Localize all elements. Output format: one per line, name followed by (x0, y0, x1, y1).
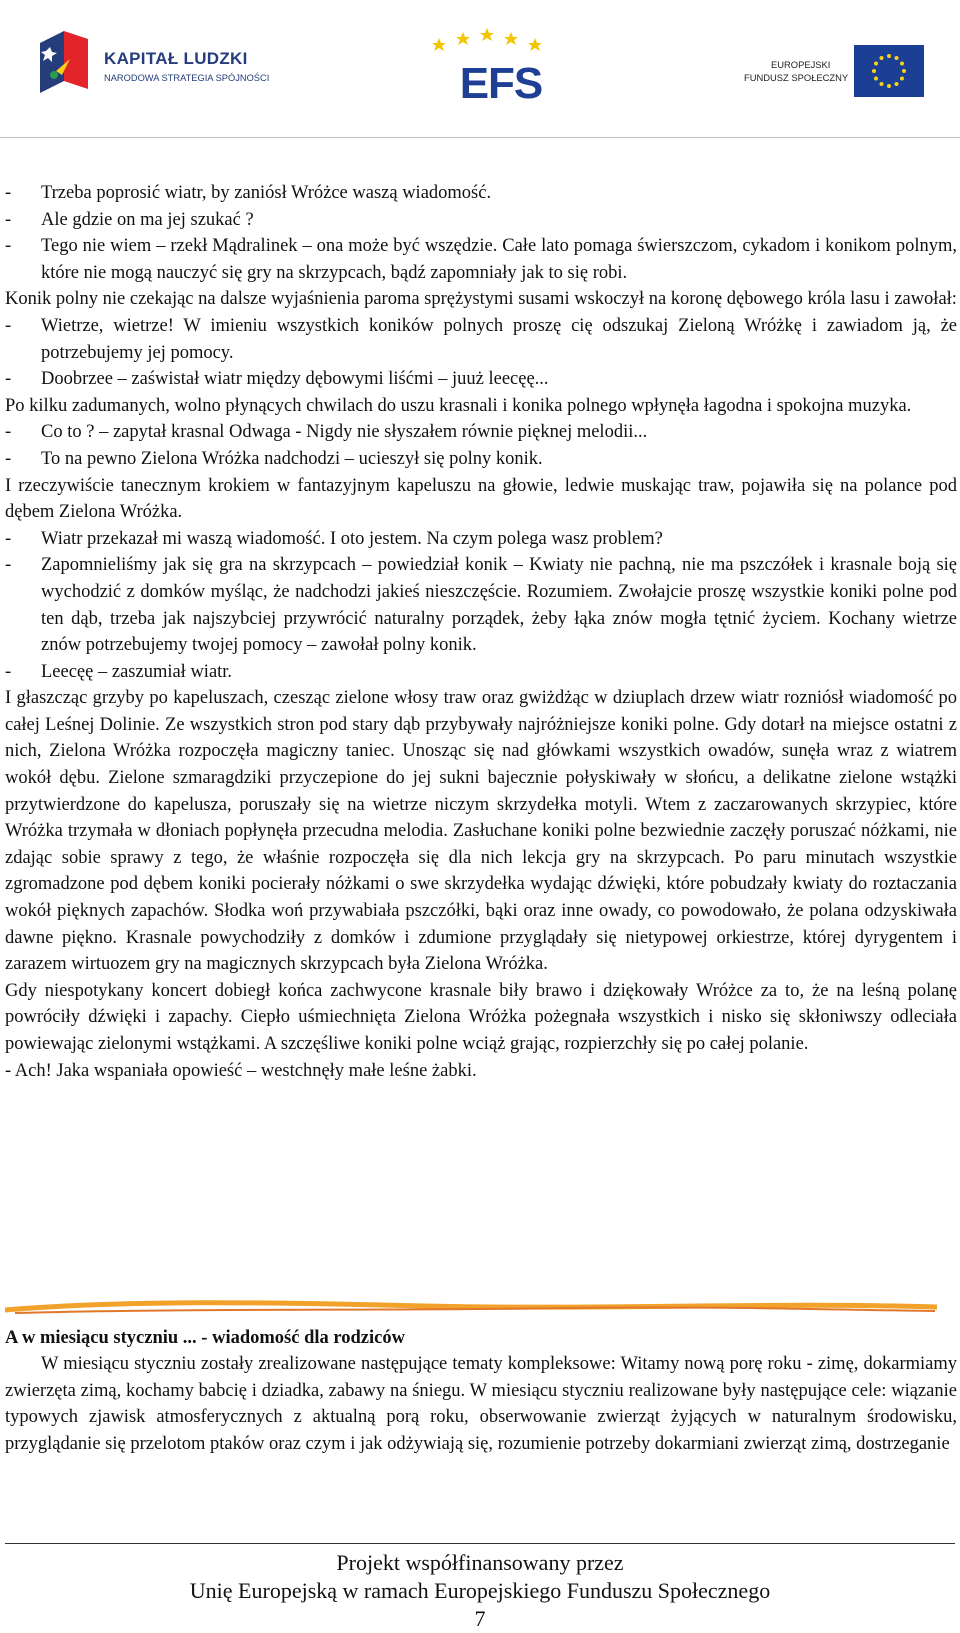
story-paragraph: - To na pewno Zielona Wróżka nadchodzi – ucieszył się polny konik. (5, 448, 543, 469)
eu-star-icon (895, 82, 899, 86)
kapital-ludzki-logo (40, 31, 280, 93)
story-paragraph: - Leecęę – zaszumiał wiatr. (5, 661, 233, 682)
story-paragraph: I głaszcząc grzyby po kapeluszach, czesząc zielone włosy traw oraz gwiżdżąc w dziuplach drzew wiatr rozniósł wiadomość po całej Leśnej Dolinie. Ze wszystkich stron pod stary dąb przybywały najróżniejsze koniki polne. Gdy dotarł na miejsce ostatni z nich, Zielona Wróżka rozpoczęła magiczny taniec. Unosząc się nad główkami wszystkich owadów, sunęła wraz z wiatrem wokół dębu. Zielone szmaragdziki przyczepione do jej sukni bajecznie połyskiwały w słońcu, a delikatne zielone wstążki przytwierdzone do kapelusza, poruszały się na wietrze niczym skrzydełka motyli. Wtem z zaczarowanych skrzypiec, które Wróżka trzymała w dłoniach popłynęła przecudna melodia. Zasłuchane koniki polne bezwiednie zaczęły poruszać nóżkami, nie zdając sobie sprawy z tego, że właśnie rozpoczęła się dla nich lekcja gry na skrzypcach. Po paru minutach wszystkie zgromadzone pod dębem koniki pocierały nóżkami o swe skrzydełka wydając dźwięki, które pobudzały kwiaty do roztaczania wokół pięknych zapachów. Słodka woń przywabiała pszczółki, bąki oraz inne owady, co powodowało, że polana odzyskiwała dawne piękno. Krasnale powychodziły z domków i zdumione przyglądały się nietypowej orkiestrze, której dyrygentem i zarazem wirtuozem gry na magicznych skrzypcach była Zielona Wróżka. (5, 688, 957, 975)
section-title: A w miesiącu styczniu ... - wiadomość dla rodziców (5, 1328, 405, 1348)
eu-star-icon (874, 62, 878, 66)
section-paragraph: W miesiącu styczniu zostały zrealizowane następujące tematy kompleksowe: Witamy nową porę roku - zimę, dokarmiamy zwierzęta zimą, kochamy babcię i dziadka, zabawy na śniegu. W miesiącu styczniu realizowane były następujące cele: wiązanie typowych zjawisk atmosferycznych z aktualną porą roku, obserwowanie zwierząt żyjących w naturalnym środowisku, przyglądanie się przelotom ptaków oraz czym i jak odżywiają się, rozumienie potrzeby dokarmiani zwierząt zimą, dostrzeganie (5, 1354, 957, 1454)
story-paragraph: - Trzeba poprosić wiatr, by zaniósł Wróżce waszą wiadomość. (5, 183, 492, 203)
kapital-ludzki-subtitle: NARODOWA STRATEGIA SPÓJNOŚCI (104, 73, 270, 83)
eu-star-icon (902, 69, 906, 73)
page-footer (0, 1549, 960, 1633)
eu-star-icon (880, 82, 884, 86)
kapital-ludzki-name: KAPITAŁ LUDZKI (104, 49, 248, 68)
efs-logo (429, 28, 574, 104)
story-paragraph: - Ale gdzie on ma jej szukać ? (5, 209, 254, 230)
story-paragraph: - Ach! Jaka wspaniała opowieść – westchnęły małe leśne żabki. (5, 1060, 477, 1081)
efs-logo-text: EFS (459, 59, 543, 104)
section-body (5, 1351, 957, 1457)
page-header (0, 0, 960, 138)
story-paragraph: - Wietrze, wietrze! W imieniu wszystkich koników polnych proszę cię odszukaj Zieloną Wróżkę i zawiadom ją, że potrzebujemy jej pomocy. (5, 315, 957, 363)
footer-divider (5, 1543, 955, 1544)
story-paragraph: - Wiatr przekazał mi waszą wiadomość. I oto jestem. Na czym polega wasz problem? (5, 528, 663, 549)
eu-star-icon (887, 84, 891, 88)
page-number: 7 (474, 1606, 486, 1631)
eu-fund-line2: FUNDUSZ SPOŁECZNY (744, 72, 849, 83)
eu-star-icon (900, 77, 904, 81)
eu-flag-icon (854, 45, 924, 97)
decorative-divider (5, 1298, 937, 1318)
eu-fund-logo (744, 45, 944, 97)
eu-star-icon (872, 69, 876, 73)
story-paragraph: - Co to ? – zapytał krasnal Odwaga - Nigdy nie słyszałem równie pięknej melodii... (5, 422, 648, 443)
story-text (5, 180, 957, 1084)
story-paragraph: Konik polny nie czekając na dalsze wyjaśnienia paroma sprężystymi susami wskoczył na koronę dębowego króla lasu i zawołał: (5, 289, 957, 310)
story-paragraph: - Zapomnieliśmy jak się gra na skrzypcach – powiedział konik – Kwiaty nie pachną, nie ma pszczółek i krasnale boją się wychodzić z domków myśląc, że nadchodzi jakieś nieszczęście. Rozumiem. Zwołajcie proszę wszystkie koniki polne pod ten dąb, trzeba jak najszybciej przywrócić naturalny porządek, żeby łąka znów mogła tętnić życiem. Kochany wietrze znów potrzebujemy twojej pomocy – zawołał polny konik. (5, 555, 957, 656)
story-paragraph: - Tego nie wiem – rzekł Mądralinek – ona może być wszędzie. Całe lato pomaga świerszczom, cykadom i konikom polnym, które nie mogą nauczyć się gry na skrzypcach, bądź zapomniały jak to się robi. (5, 236, 957, 283)
eu-star-icon (874, 77, 878, 81)
kapital-ludzki-flag-icon (40, 31, 88, 93)
footer-line2: Unię Europejską w ramach Europejskiego Funduszu Społecznego (189, 1578, 771, 1603)
footer-line1: Projekt współfinansowany przez (336, 1550, 624, 1575)
story-paragraph: I rzeczywiście tanecznym krokiem w fantazyjnym kapeluszu na głowie, ledwie muskając traw, pojawiła się na polance pod dębem Zielona Wróżka. (5, 475, 957, 523)
story-paragraph: Gdy niespotykany koncert dobiegł końca zachwycone krasnale biły brawo i dziękowały Wróżce za to, że na leśną polanę powróciły dźwięki i zapachy. Ciepło uśmiechnięta Zielona Wróżka pożegnała wszystkich i nisko się skłoniwszy odleciała powiewając zielonymi wstążkami. A szczęśliwe koniki polne wciąż grając, rozpierzchły się po całej polanie. (5, 980, 957, 1054)
eu-star-icon (887, 54, 891, 58)
eu-fund-line1: EUROPEJSKI (771, 59, 831, 70)
eu-star-icon (895, 56, 899, 60)
eu-star-icon (880, 56, 884, 60)
eu-star-icon (900, 62, 904, 66)
story-paragraph: Po kilku zadumanych, wolno płynących chwilach do uszu krasnali i konika polnego wpłynęła łagodna i spokojna muzyka. (5, 395, 912, 416)
story-paragraph: - Doobrzee – zaświstał wiatr między dębowymi liśćmi – juuż leecęę... (5, 369, 549, 390)
